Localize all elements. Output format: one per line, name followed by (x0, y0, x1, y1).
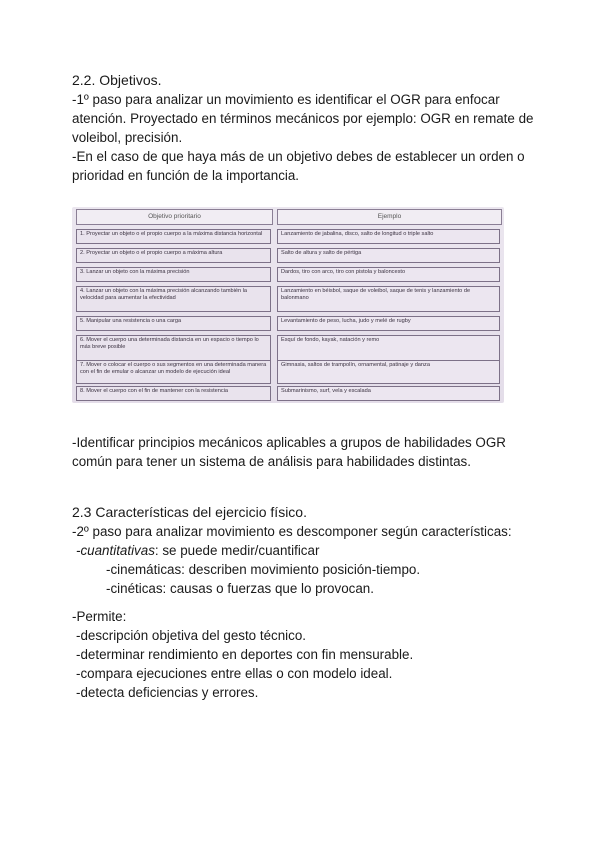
italic-term: -cuantitativas (76, 543, 155, 558)
table-header-objetivo: Objetivo prioritario (76, 209, 273, 225)
list-item: -descripción objetiva del gesto técnico. (76, 628, 307, 643)
table-cell-objective: 3. Lanzar un objeto con la máxima precisión (76, 267, 271, 282)
table-cell-objective: 7. Mover o colocar el cuerpo o sus segmentos en una determinada manera con el fin de emular o alcanzar un modelo de ejecución ideal (76, 360, 271, 384)
table-cell-example: Esquí de fondo, kayak, natación y remo (277, 335, 500, 361)
list-item: -detecta deficiencias y errores. (76, 685, 259, 700)
paragraph-line: -Identificar principios mecánicos aplicables a grupos de habilidades OGR (72, 435, 506, 450)
table-cell-objective: 6. Mover el cuerpo una determinada distancia en un espacio o tiempo lo más breve posible (76, 335, 271, 361)
paragraph-line: atención. Proyectado en términos mecánicos por ejemplo: OGR en remate de (72, 111, 534, 126)
table-cell-example: Salto de altura y salto de pértiga (277, 248, 500, 263)
paragraph-line: -cinéticas: causas o fuerzas que lo provocan. (106, 581, 374, 596)
section-caracteristicas (72, 503, 542, 598)
table-header-ejemplo: Ejemplo (277, 209, 502, 225)
section-heading: 2.2. Objetivos. (72, 72, 162, 88)
term-definition: : se puede medir/cuantificar (154, 543, 320, 558)
list-item: -compara ejecuciones entre ellas o con modelo ideal. (76, 666, 393, 681)
table-cell-example: Levantamiento de peso, lucha, judo y melé de rugby (277, 316, 500, 331)
paragraph-line: -2º paso para analizar movimiento es descomponer según características: (72, 524, 512, 539)
table-cell-example: Dardos, tiro con arco, tiro con pistola y baloncesto (277, 267, 500, 282)
paragraph-line: -cinemáticas: describen movimiento posición-tiempo. (106, 562, 421, 577)
table-cell-example: Gimnasia, saltos de trampolín, ornamental, patinaje y danza (277, 360, 500, 384)
table-cell-objective: 1. Proyectar un objeto o el propio cuerpo a la máxima distancia horizontal (76, 229, 271, 244)
table-cell-example: Lanzamiento de jabalina, disco, salto de longitud o triple salto (277, 229, 500, 244)
paragraph-line: -En el caso de que haya más de un objetivo debes de establecer un orden o (72, 149, 525, 164)
section-principios (72, 433, 542, 471)
table-cell-objective: 5. Manipular una resistencia o una carga (76, 316, 271, 331)
table-cell-example: Lanzamiento en béisbol, saque de voleibol, saque de tenis y lanzamiento de balonmano (277, 286, 500, 312)
table-cell-objective: 2. Proyectar un objeto o el propio cuerpo a máxima altura (76, 248, 271, 263)
table-cell-example: Submarinismo, surf, vela y escalada (277, 386, 500, 401)
scanned-table-image (72, 207, 504, 403)
paragraph-line (72, 541, 542, 560)
section-permite (72, 607, 542, 702)
paragraph-line: común para tener un sistema de análisis para habilidades distintas. (72, 454, 471, 469)
table-cell-objective: 8. Mover el cuerpo con el fin de mantener con la resistencia (76, 386, 271, 401)
list-item: -determinar rendimiento en deportes con fin mensurable. (76, 647, 414, 662)
table-cell-objective: 4. Lanzar un objeto con la máxima precisión alcanzando también la velocidad para aumentar la efectividad (76, 286, 271, 312)
paragraph-line: voleibol, precisión. (72, 130, 183, 145)
section-objetivos (72, 71, 542, 185)
section-heading: 2.3 Características del ejercicio físico. (72, 504, 307, 520)
paragraph-line: -1º paso para analizar un movimiento es identificar el OGR para enfocar (72, 92, 500, 107)
paragraph-line: prioridad en función de la importancia. (72, 168, 300, 183)
list-heading: -Permite: (72, 609, 127, 624)
